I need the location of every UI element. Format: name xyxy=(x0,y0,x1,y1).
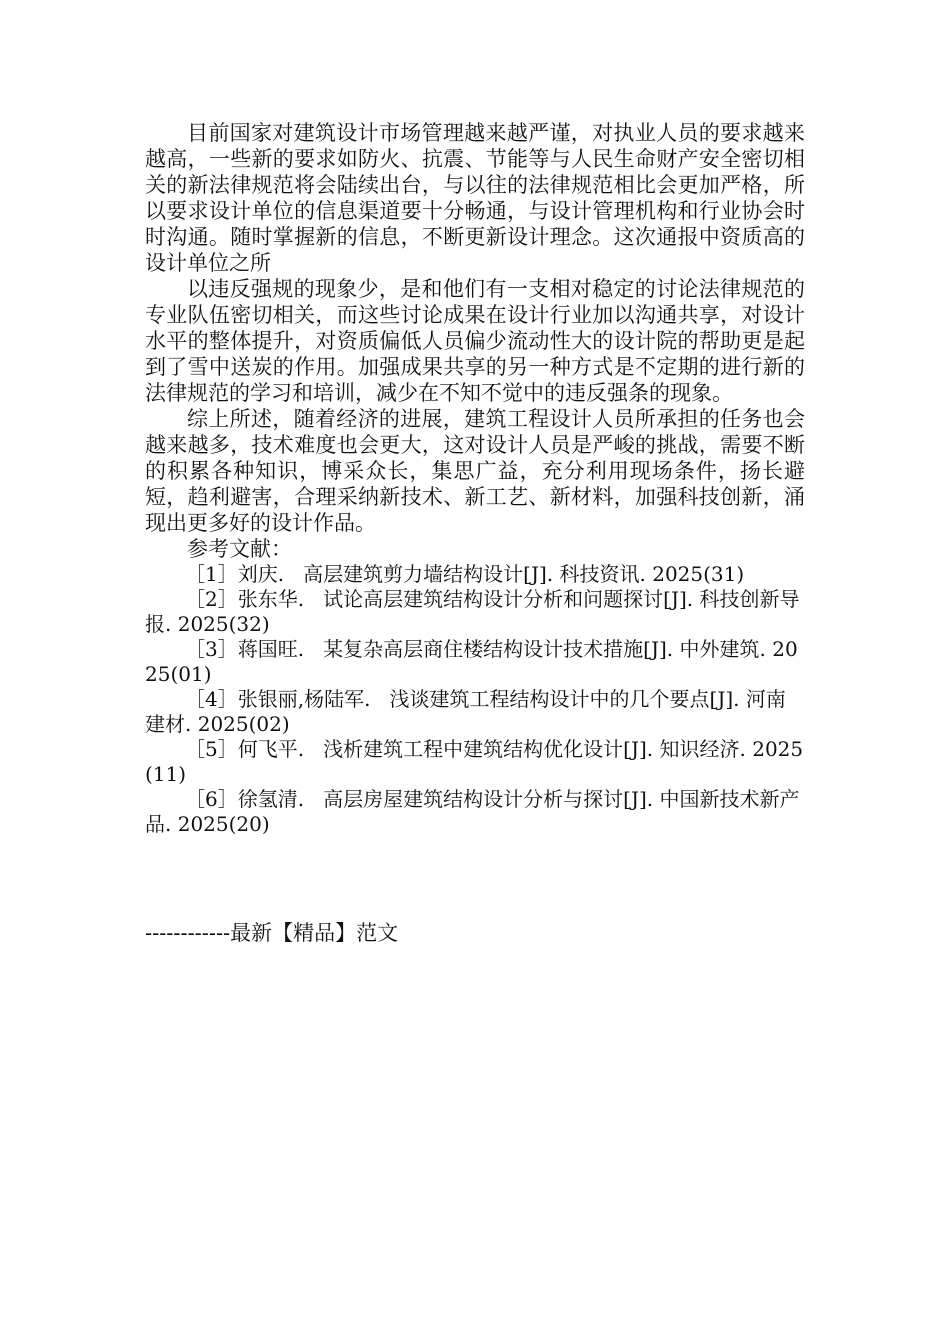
reference-author: 刘庆. xyxy=(237,562,285,586)
reference-title: 试论高层建筑结构设计分析和问题探讨[J]. 科技创新导报. 2025(32) xyxy=(145,587,800,636)
reference-title: 某复杂高层商住楼结构设计技术措施[J]. 中外建筑. 2025(01) xyxy=(145,637,798,686)
paragraph-conclusion: 综上所述，随着经济的进展，建筑工程设计人员所承担的任务也会越来越多，技术难度也会更大，这对设计人员是严峻的挑战，需要不断的积累各种知识，博采众长，集思广益，充分利用现场条件，扬长避短，趋利避害，合理采纳新技术、新工艺、新材料，加强科技创新，涌现出更多好的设计作品。 xyxy=(145,407,805,535)
reference-item xyxy=(145,737,805,787)
reference-item xyxy=(145,787,805,837)
reference-title: 浅析建筑工程中建筑结构优化设计[J]. 知识经济. 2025(11) xyxy=(145,737,804,786)
reference-item xyxy=(145,587,805,637)
reference-item xyxy=(145,687,805,737)
reference-title: 高层建筑剪力墙结构设计[J]. 科技资讯. 2025(31) xyxy=(303,562,745,586)
reference-author: 张银丽,杨陆军. xyxy=(237,687,371,711)
reference-number: ［5］ xyxy=(185,737,238,761)
reference-author: 徐氢清. xyxy=(237,787,305,811)
reference-item xyxy=(145,562,805,587)
reference-author: 何飞平. xyxy=(237,737,305,761)
reference-number: ［2］ xyxy=(185,587,238,611)
reference-title: 高层房屋建筑结构设计分析与探讨[J]. 中国新技术新产品. 2025(20) xyxy=(145,787,800,836)
paragraph-market-management: 目前国家对建筑设计市场管理越来越严谨，对执业人员的要求越来越高，一些新的要求如防火、抗震、节能等与人民生命财产安全密切相关的新法律规范将会陆续出台，与以往的法律规范相比会更加严格，所以要求设计单位的信息渠道要十分畅通，与设计管理机构和行业协会时时沟通。随时掌握新的信息，不断更新设计理念。这次通报中资质高的设计单位之所 xyxy=(145,121,805,275)
reference-item xyxy=(145,637,805,687)
reference-number: ［3］ xyxy=(185,637,238,661)
references-list xyxy=(145,562,805,837)
paragraph-knowledge-sharing: 以违反强规的现象少，是和他们有一支相对稳定的讨论法律规范的专业队伍密切相关，而这些讨论成果在设计行业加以沟通共享，对设计水平的整体提升，对资质偏低人员偏少流动性大的设计院的帮助更是起到了雪中送炭的作用。加强成果共享的另一种方式是不定期的进行新的法律规范的学习和培训，减少在不知不觉中的违反强条的现象。 xyxy=(145,277,805,405)
reference-number: ［6］ xyxy=(185,787,238,811)
document-body xyxy=(145,120,805,837)
reference-author: 张东华. xyxy=(237,587,305,611)
reference-number: ［4］ xyxy=(185,687,238,711)
reference-number: ［1］ xyxy=(185,562,238,586)
references-heading: 参考文献： xyxy=(187,537,292,561)
reference-title: 浅谈建筑工程结构设计中的几个要点[J]. 河南建材. 2025(02) xyxy=(145,687,786,736)
reference-author: 蒋国旺. xyxy=(237,637,305,661)
footer-tagline: ------------最新【精品】范文 xyxy=(145,921,399,945)
